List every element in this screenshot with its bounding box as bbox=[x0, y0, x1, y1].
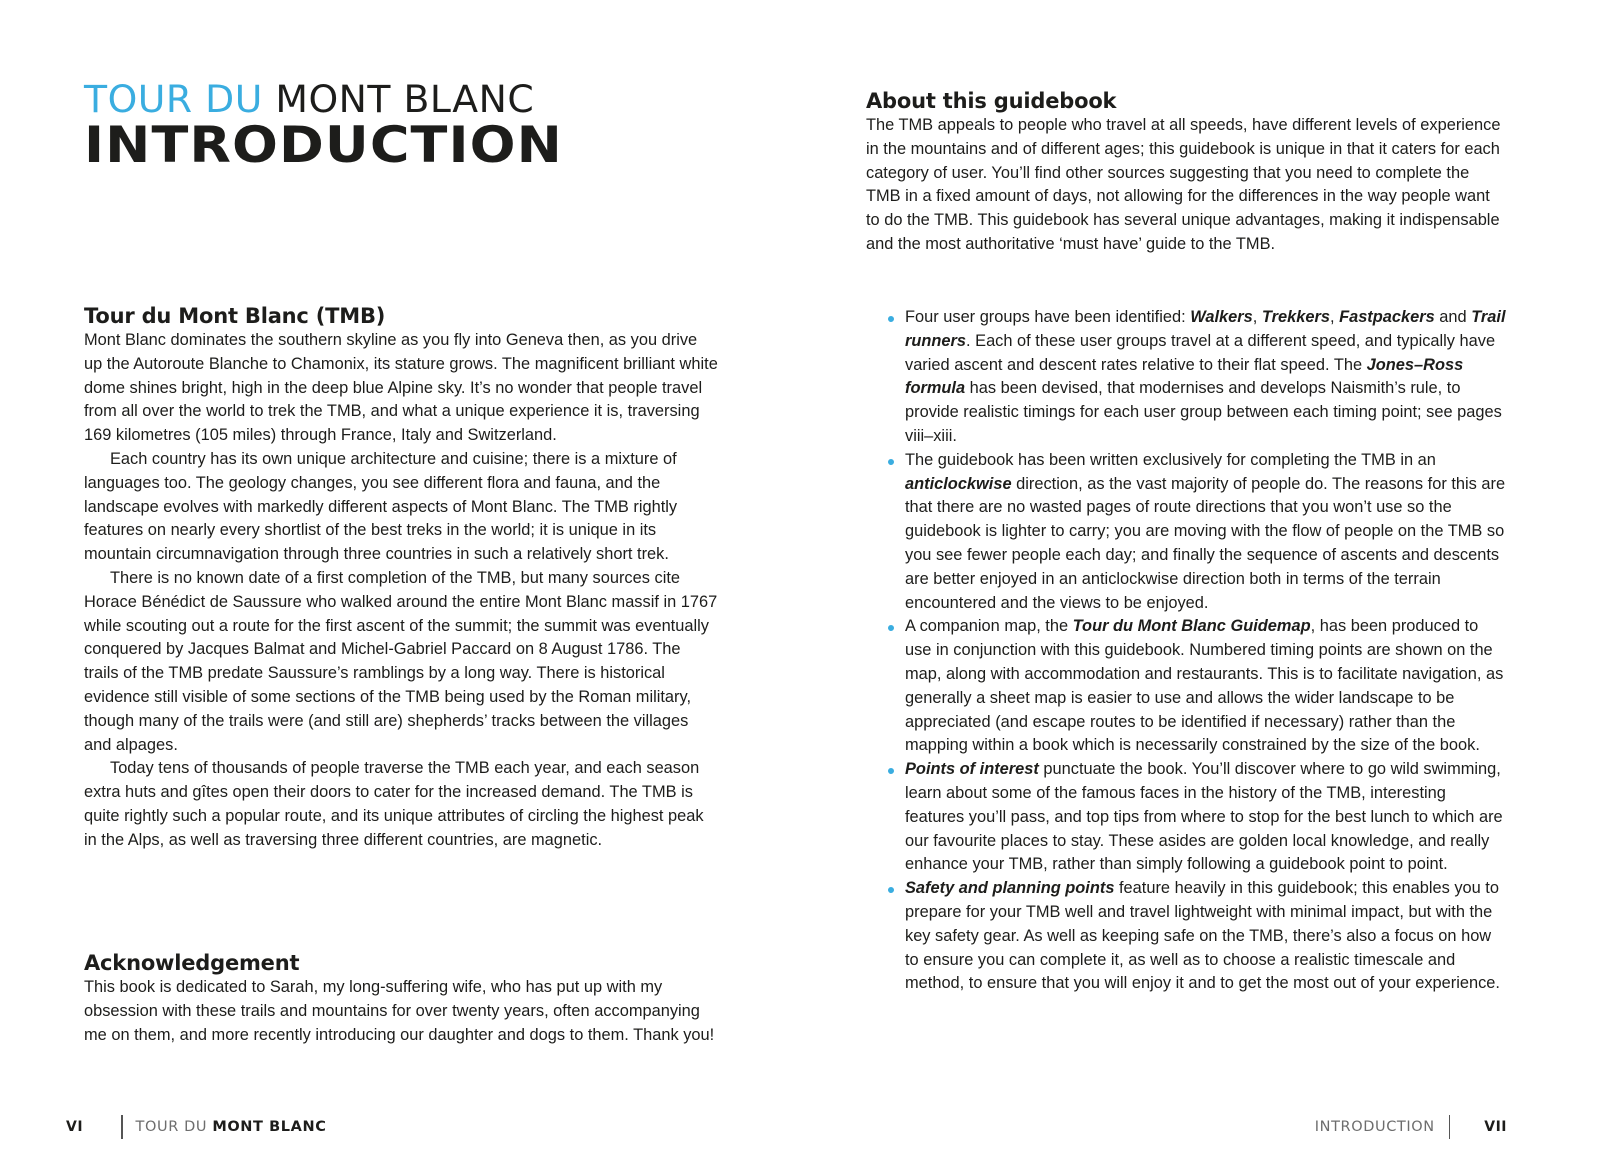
list-item bbox=[866, 306, 1506, 449]
chapter-title bbox=[84, 78, 563, 174]
bullet-icon bbox=[888, 459, 894, 465]
bullet-text: Four user groups have been identified: bbox=[905, 308, 1191, 326]
running-head-bold: MONT BLANC bbox=[212, 1119, 327, 1135]
bullet-text: direction, as the vast majority of people do. The reasons for this are that there are no wasted pages of route directions that you won’t use so the guidebook is lighter to carry; you are moving with the flow of people on the TMB so you see fewer people each day; and finally the sequence of ascents and descents are better enjoyed in an anticlockwise direction both in terms of the terrain encountered and the views to be enjoyed. bbox=[905, 474, 1506, 612]
bullet-icon bbox=[888, 768, 894, 774]
bullet-text: , has been produced to use in conjunction with this guidebook. Numbered timing points are shown on the map, along with accommodation and restaurants. This is to facilitate navigation, as generally a sheet map is easier to use and allows the wider landscape to be appreciated (and escape routes to be identified if necessary) rather than the mapping within a book which is necessarily constrained by the size of the book. bbox=[905, 617, 1504, 755]
book-title bbox=[84, 80, 536, 120]
bullet-text: and bbox=[1434, 308, 1472, 326]
section-acknowledgement bbox=[84, 950, 719, 1047]
footer-right bbox=[1315, 1115, 1507, 1139]
footer-divider bbox=[121, 1115, 123, 1139]
emphasis-text: Walkers bbox=[1190, 308, 1253, 326]
section-body-about bbox=[866, 114, 1506, 257]
section-heading-about: About this guidebook bbox=[866, 89, 1117, 113]
bullet-text: A companion map, the bbox=[905, 617, 1073, 636]
running-head-left bbox=[136, 1119, 327, 1135]
bullet-text: , bbox=[1252, 308, 1262, 326]
emphasis-text: Safety and planning points bbox=[905, 879, 1115, 898]
list-item bbox=[866, 449, 1506, 616]
paragraph: Mont Blanc dominates the southern skyline as you fly into Geneva then, as you drive up the Autoroute Blanche to Chamonix, its stature grows. The magnificent brilliant white dome shines bright, high in the deep blue Alpine sky. It’s no wonder that people travel from all over the world to trek the TMB, and what a unique experience it is, traversing 169 kilometres (105 miles) through France, Italy and Switzerland. bbox=[84, 331, 718, 445]
emphasis-text: Trail runners bbox=[905, 308, 1506, 350]
emphasis-text: anticlockwise bbox=[905, 474, 1012, 493]
advantages-list bbox=[866, 306, 1506, 996]
paragraph: This book is dedicated to Sarah, my long-suffering wife, who has put up with my obsession with these trails and mountains for over twenty years, often accompanying me on them, and more recently introducing our daughter and dogs to them. Thank you! bbox=[84, 978, 715, 1044]
emphasis-text: Tour du Mont Blanc Guidemap bbox=[1072, 617, 1311, 636]
bullet-icon bbox=[888, 887, 894, 893]
page-number-left: VI bbox=[66, 1119, 84, 1135]
bullet-text: The guidebook has been written exclusively for completing the TMB in an bbox=[905, 450, 1436, 469]
page-number-right: VII bbox=[1484, 1119, 1507, 1135]
bullet-text: , bbox=[1329, 308, 1340, 326]
section-body-acknowledgement bbox=[84, 976, 719, 1047]
section-body-tmb bbox=[84, 329, 719, 853]
footer-left bbox=[66, 1115, 326, 1139]
emphasis-text: Jones–Ross formula bbox=[905, 355, 1464, 398]
bullet-text: punctuate the book. You’ll discover where to go wild swimming, learn about some of the famous faces in the history of the TMB, interesting features you’ll pass, and top tips from where to stop for the best lunch to which are our favourite places to stay. These asides are golden local knowledge, and really enhance your TMB, rather than simply following a guidebook point to point. bbox=[905, 760, 1503, 874]
section-about bbox=[866, 88, 1506, 257]
running-head-light: INTRODUCTION bbox=[1314, 1119, 1435, 1135]
list-item bbox=[866, 877, 1506, 996]
paragraph: Today tens of thousands of people traverse the TMB each year, and each season extra huts and gîtes open their doors to cater for the increased demand. The TMB is quite rightly such a popular route, and its unique attributes of circling the highest peak in the Alps, as well as traversing three different countries, are magnetic. bbox=[84, 759, 704, 849]
paragraph: Each country has its own unique architecture and cuisine; there is a mixture of languages too. The geology changes, you see different flora and fauna, and the landscape evolves with markedly different aspects of Mont Blanc. The TMB rightly features on nearly every shortlist of the best treks in the world; it is unique in its mountain circumnavigation through three countries in such a relatively short trek. bbox=[84, 449, 678, 564]
emphasis-text: Points of interest bbox=[905, 760, 1039, 779]
running-head-right bbox=[1315, 1119, 1435, 1135]
paragraph: The TMB appeals to people who travel at all speeds, have different levels of experience in the mountains and of different ages; this guidebook is unique in that it caters for each category of user. You’ll find other sources suggesting that you need to complete the TMB in a fixed amount of days, not allowing for the differences in the way people want to do the TMB. This guidebook has several unique advantages, making it indispensable and the most authoritative ‘must have’ guide to the TMB. bbox=[866, 116, 1501, 253]
list-item bbox=[866, 615, 1506, 758]
list-item bbox=[866, 758, 1506, 877]
section-tmb bbox=[84, 303, 719, 853]
chapter-heading: INTRODUCTION bbox=[84, 116, 563, 174]
bullet-icon bbox=[888, 625, 894, 631]
footer-divider bbox=[1449, 1115, 1451, 1139]
section-heading-tmb: Tour du Mont Blanc (TMB) bbox=[84, 304, 386, 328]
right-page bbox=[800, 0, 1600, 1169]
book-title-dark: MONT BLANC bbox=[275, 78, 535, 121]
bullet-text: . Each of these user groups travel at a different speed, and typically have varied ascent and descent rates relative to their flat speed. The bbox=[905, 331, 1496, 374]
running-head-light: TOUR DU bbox=[135, 1119, 208, 1135]
book-title-accent: TOUR DU bbox=[84, 78, 263, 121]
paragraph: There is no known date of a first completion of the TMB, but many sources cite Horace Bénédict de Saussure who walked around the entire Mont Blanc massif in 1767 while scouting out a route for the first ascent of the summit; the summit was eventually conquered by Jacques Balmat and Michel-Gabriel Paccard on 8 August 1786. The trails of the TMB predate Saussure’s ramblings by a long way. There is historical evidence still visible of some sections of the TMB being used by the Roman military, though many of the trails were (and still are) shepherds’ tracks between the villages and alpages. bbox=[84, 568, 718, 754]
section-heading-acknowledgement: Acknowledgement bbox=[84, 951, 300, 975]
emphasis-text: Fastpackers bbox=[1339, 308, 1435, 326]
bullet-text: has been devised, that modernises and develops Naismith’s rule, to provide realistic timings for each user group between each timing point; see pages viii–xiii. bbox=[905, 379, 1502, 445]
bullet-text: feature heavily in this guidebook; this enables you to prepare for your TMB well and travel lightweight with minimal impact, but with the key safety gear. As well as keeping safe on the TMB, there’s also a focus on how to ensure you can complete it, as well as to choose a realistic timescale and method, to ensure that you will enjoy it and to get the most out of your experience. bbox=[905, 879, 1500, 993]
bullet-icon bbox=[888, 316, 894, 322]
emphasis-text: Trekkers bbox=[1261, 308, 1330, 326]
